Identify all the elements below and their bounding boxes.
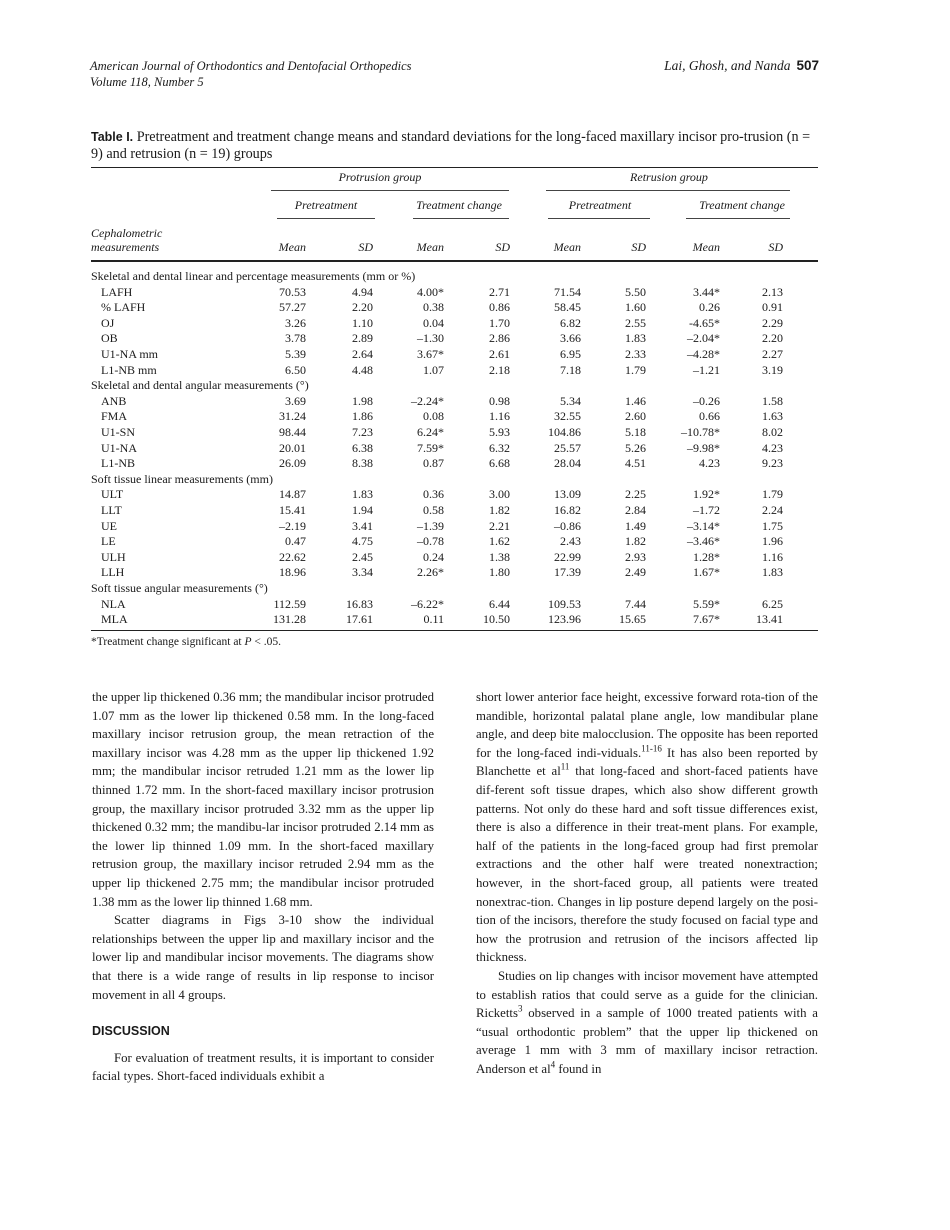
table-cell: 8.02 [762,425,783,439]
table-cell: 17.39 [554,565,581,580]
table-cell: 15.41 [279,503,306,517]
table-cell: 2.27 [762,347,783,361]
table-cell: 9.23 [762,456,783,471]
table-bottom-rule [91,630,818,631]
table-cell: 1.62 [489,534,510,549]
table-cell: 0.08 [423,409,444,424]
table-cell: 1.75 [762,518,783,533]
table-cell: 0.91 [762,300,783,315]
table-cell: –0.26 [693,393,720,408]
table-cell: 3.67* [417,347,444,361]
citation: 4 [550,1059,556,1070]
table-cell: 2.64 [352,347,373,361]
table-cell: 1.67* [693,565,720,580]
table-cell: 32.55 [554,409,581,424]
table-cell: 2.18 [489,362,510,377]
table-cell: –2.04* [687,331,720,346]
table-cell: 131.28 [273,612,306,627]
table-cell: 1.16 [489,409,510,424]
table-row-label: L1-NB mm [101,362,157,377]
table-cell: –1.39 [417,518,444,533]
paragraph: short lower anterior face height, excessive forward rota-tion of the mandible, horizontal palatal plane angle, low mandibular plane angle, and deep bite malocclusion. The opposite has been reported for the long-faced indi-viduals.$^{11-16}$ It has also been reported by Blanchette et $al^{11}$ that long-faced and short-faced patients have dif-ferent soft tissue drapes, which also show different growth patterns. Not only do these hard and soft tissue differences exist, there is also a difference in their treat-ment plans. For example, half of the patients in the long-faced group had first premolar extractions and the other half were treated nonextraction; however, in the short-faced group, all patients were treated nonextrac-tion. Changes in lip posture depend largely on the posi-tion of the incisors, therefore the study focused on facial type and how the protrusion and retrusion of the incisors affected lip thickness. [476,690,818,965]
table-row-label: LE [101,534,116,549]
table-cell: 16.82 [554,503,581,517]
table-cell: 6.25 [762,596,783,611]
column-header: SD [631,240,646,254]
table-cell: -4.65* [689,315,720,330]
column-header: SD [768,240,783,254]
table-cell: –2.19 [279,518,306,533]
table-cell: 58.45 [554,300,581,315]
table-cell: 14.87 [279,487,306,502]
table-cell: 2.43 [560,534,581,549]
table-cell: 7.18 [560,362,581,377]
table-cell: 3.19 [762,362,783,377]
table-cell: 6.95 [560,347,581,361]
table-cell: –3.46* [687,534,720,549]
table-cell: 8.38 [352,456,373,471]
running-header-right [664,58,819,74]
table-cell: –4.28* [687,347,720,361]
table-cell: 1.83 [625,331,646,346]
table-cell: 1.98 [352,393,373,408]
table-cell: 2.55 [625,315,646,330]
table-cell: –6.22* [411,596,444,611]
table-row-label: LLT [101,503,122,517]
row-header-label: measurements [91,240,160,254]
table-cell: 5.59* [693,596,720,611]
table-cell: 1.82 [489,503,510,517]
table-cell: 2.26* [417,565,444,580]
table-cell: 1.49 [625,518,646,533]
column-header: Mean [553,240,581,254]
table-cell: 71.54 [554,284,581,299]
table-row-label: % LAFH [101,300,146,315]
table-cell: 109.53 [548,596,581,611]
table-cell: 1.58 [762,393,783,408]
table-cell: –1.21 [693,362,720,377]
table-cell: 3.69 [285,393,306,408]
table-cell: 13.09 [554,487,581,502]
table-cell: 0.87 [423,456,444,471]
table-cell: 0.98 [489,393,510,408]
table-cell: 31.24 [279,409,306,424]
citation: 11-16 [641,743,662,754]
table-cell: 4.48 [352,362,373,377]
subheader-underline [548,218,650,219]
table-cell: 1.86 [352,409,373,424]
table-cell: 3.41 [352,518,373,533]
table-row-label: LLH [101,565,125,580]
author-names: Lai, Ghosh, and Nanda [664,58,791,73]
table-row-label: OB [101,331,118,346]
table-cell: 7.44 [625,596,646,611]
paragraph: the upper lip thickened 0.36 mm; the mandibular incisor protruded 1.07 mm as the lower lip thickened 0.58 mm. In the long-faced maxillary incisor retrusion group, the mean retraction of the maxillary incisor was 4.28 mm as the upper lip thickened 1.92 mm; the mandibular incisor retruded 1.21 mm as the lower lip thinned 1.72 mm. In the short-faced maxillary incisor protrusion group, the maxillary incisor protruded 3.32 mm as the upper lip thickened 0.32 mm; the mandibu-lar incisor protruded 2.14 mm as the lower lip thinned 1.09 mm. In the short-faced maxillary retrusion group, the maxillary incisor retruded 2.94 mm as the upper lip thickened 2.75 mm; the mandibular incisor protruded 1.38 mm as the lower lip thinned 1.68 mm. [92,690,434,909]
table-cell: 0.47 [285,534,306,549]
table-cell: 7.23 [352,425,373,439]
table-cell: 3.00 [489,487,510,502]
table-cell: 6.44 [489,596,510,611]
table-row-label: L1-NB [101,456,135,471]
group-header: Protrusion group [338,170,422,184]
subheader: Pretreatment [294,198,358,212]
table-cell: 7.59* [417,440,444,455]
table-cell: 1.94 [352,503,373,517]
table-cell: 2.24 [762,503,783,517]
table-cell: 1.38 [489,549,510,564]
table-cell: 4.00* [417,284,444,299]
table-cell: 3.26 [285,315,306,330]
table-label: Table I. [91,130,134,144]
paragraph: Scatter diagrams in Figs 3-10 show the individual relationships between the upper lip and maxillary incisor and the lower lip and mandibular incisor movements. The diagrams show that there is a wide range of results in lip response to incisor movement in all 4 groups. [92,913,434,1002]
page-number: 507 [796,58,819,73]
table-cell: 2.49 [625,565,646,580]
table-cell: 1.83 [352,487,373,502]
table-cell: 5.50 [625,284,646,299]
table-row-label: UE [101,518,117,533]
paragraph: Studies on lip changes with incisor movement have attempted to establish ratios that could serve as a guide for the clinician. Ricketts$^3$ observed in a sample of 1000 treated patients with a “usual orthodontic problem” that the upper lip thickened on average 1 mm with 3 mm of maxillary incisor retraction. Anderson et $al^4$ found in [476,968,818,1076]
table-cell: 2.33 [625,347,646,361]
table-cell: 3.66 [560,331,581,346]
table-cell: 2.89 [352,331,373,346]
table-cell: 0.04 [423,315,444,330]
table-caption-text: Pretreatment and treatment change means and standard deviations for the long-faced maxillary incisor pro-trusion (n = 9) and retrusion (n = 19) groups [91,129,811,162]
table-cell: 4.23 [762,440,783,455]
table-cell: 2.84 [625,503,646,517]
table-cell: 25.57 [554,440,581,455]
table-cell: 2.13 [762,284,783,299]
table-cell: 4.51 [625,456,646,471]
table-cell: –0.78 [417,534,444,549]
table-cell: 22.99 [554,549,581,564]
table-cell: 70.53 [279,284,306,299]
table-footnote: *Treatment change significant at P < .05. [91,636,282,648]
table-cell: 1.83 [762,565,783,580]
table-cell: 1.28* [693,549,720,564]
table-cell: 0.58 [423,503,444,517]
table-cell: 22.62 [279,549,306,564]
column-header: SD [495,240,510,254]
table-cell: 0.26 [699,300,720,315]
table-cell: 5.39 [285,347,306,361]
table-cell: 1.79 [625,362,646,377]
table-row-label: ULH [101,549,126,564]
table-cell: 6.82 [560,315,581,330]
table-cell: 5.93 [489,425,510,439]
table-row-label: LAFH [101,284,133,299]
row-header-label: Cephalometric [91,226,163,240]
table-cell: 4.75 [352,534,373,549]
table-cell: 0.11 [423,612,444,627]
table-section-label: Soft tissue linear measurements (mm) [91,471,273,486]
table-cell: 2.93 [625,549,646,564]
table-cell: 57.27 [279,300,306,315]
group-underline [271,190,509,191]
group-header: Retrusion group [630,170,708,184]
table-cell: 1.46 [625,393,646,408]
subheader: Pretreatment [568,198,632,212]
table-cell: 6.24* [417,425,444,439]
table-caption [91,129,821,163]
table-cell: 26.09 [279,456,306,471]
table-cell: 5.18 [625,425,646,439]
table-cell: –3.14* [687,518,720,533]
column-header: Mean [692,240,720,254]
paragraph: For evaluation of treatment results, it is important to consider facial types. Short-faced individuals exhibit a [92,1050,434,1084]
table-cell: 0.24 [423,549,444,564]
table-cell: 1.82 [625,534,646,549]
table-cell: 2.61 [489,347,510,361]
subheader-underline [277,218,375,219]
table-cell: 3.34 [352,565,373,580]
table-cell: 28.04 [554,456,581,471]
table-cell: 15.65 [619,612,646,627]
table-cell: 0.66 [699,409,720,424]
table-cell: –10.78* [681,425,720,439]
table-cell: 1.80 [489,565,510,580]
table-cell: 5.26 [625,440,646,455]
column-header: Mean [278,240,306,254]
table-cell: 104.86 [548,425,581,439]
table-section-label: Skeletal and dental angular measurements (°) [91,378,309,393]
table-cell: –9.98* [687,440,720,455]
subheader-underline [413,218,509,219]
table-cell: 16.83 [346,596,373,611]
body-column-right [476,688,818,1078]
group-underline [546,190,790,191]
table-cell: 4.23 [699,456,720,471]
table-cell: 13.41 [756,612,783,627]
table-cell: 123.96 [548,612,581,627]
table-cell: 18.96 [279,565,306,580]
table-row-label: ANB [101,393,127,408]
table-cell: 1.92* [693,487,720,502]
table-row-label: U1-NA [101,440,137,455]
table-cell: 6.50 [285,362,306,377]
table-row-label: ULT [101,487,124,502]
table-row-label: MLA [101,612,128,627]
table-row-label: OJ [101,315,115,330]
table-cell: 1.60 [625,300,646,315]
table-cell: 0.86 [489,300,510,315]
column-header: SD [358,240,373,254]
table-cell: 1.79 [762,487,783,502]
table-section-label: Skeletal and dental linear and percentage measurements (mm or %) [91,269,416,283]
table-section-label: Soft tissue angular measurements (°) [91,581,268,595]
subheader-underline [686,218,790,219]
table-top-rule [91,167,818,168]
table-cell: 1.63 [762,409,783,424]
table-cell: 0.36 [423,487,444,502]
table-cell: –1.30 [417,331,444,346]
table-cell: 2.71 [489,284,510,299]
table-cell: 6.38 [352,440,373,455]
table-cell: 1.70 [489,315,510,330]
table-cell: 0.38 [423,300,444,315]
table-cell: 10.50 [483,612,510,627]
table-cell: 1.16 [762,549,783,564]
table-cell: 20.01 [279,440,306,455]
table-cell: 3.78 [285,331,306,346]
journal-volume: Volume 118, Number 5 [90,75,204,89]
table-cell: 1.07 [423,362,444,377]
table-cell: –2.24* [411,393,444,408]
table-cell: 2.21 [489,518,510,533]
table-cell: 1.10 [352,315,373,330]
table-cell: 5.34 [560,393,581,408]
table-cell: –0.86 [554,518,581,533]
table-row-label: FMA [101,409,128,424]
column-header: Mean [416,240,444,254]
table-cell: 98.44 [279,425,306,439]
running-header-left [90,58,412,90]
table-cell: 2.20 [762,331,783,346]
table-cell: 2.60 [625,409,646,424]
section-heading: DISCUSSION [92,1024,170,1039]
table-cell: 4.94 [352,284,373,299]
table-cell: 112.59 [273,596,306,611]
table-cell: 2.29 [762,315,783,330]
journal-title: American Journal of Orthodontics and Dentofacial Orthopedics [90,59,412,73]
table-cell: –1.72 [693,503,720,517]
table-cell: 1.96 [762,534,783,549]
subheader: Treatment change [699,198,785,212]
table-cell: 6.32 [489,440,510,455]
table-row-label: NLA [101,596,126,611]
table-cell: 6.68 [489,456,510,471]
table-cell: 3.44* [693,284,720,299]
citation: 11 [560,762,570,773]
table-cell: 17.61 [346,612,373,627]
table-cell: 7.67* [693,612,720,627]
subheader: Treatment change [416,198,502,212]
citation: 3 [517,1003,523,1014]
table-cell: 2.20 [352,300,373,315]
table-cell: 2.45 [352,549,373,564]
table-cell: 2.25 [625,487,646,502]
table-header-rule [91,260,818,262]
table-row-label: U1-SN [101,425,136,439]
body-column-left [92,688,434,1086]
table-row-label: U1-NA mm [101,347,158,361]
table-cell: 2.86 [489,331,510,346]
